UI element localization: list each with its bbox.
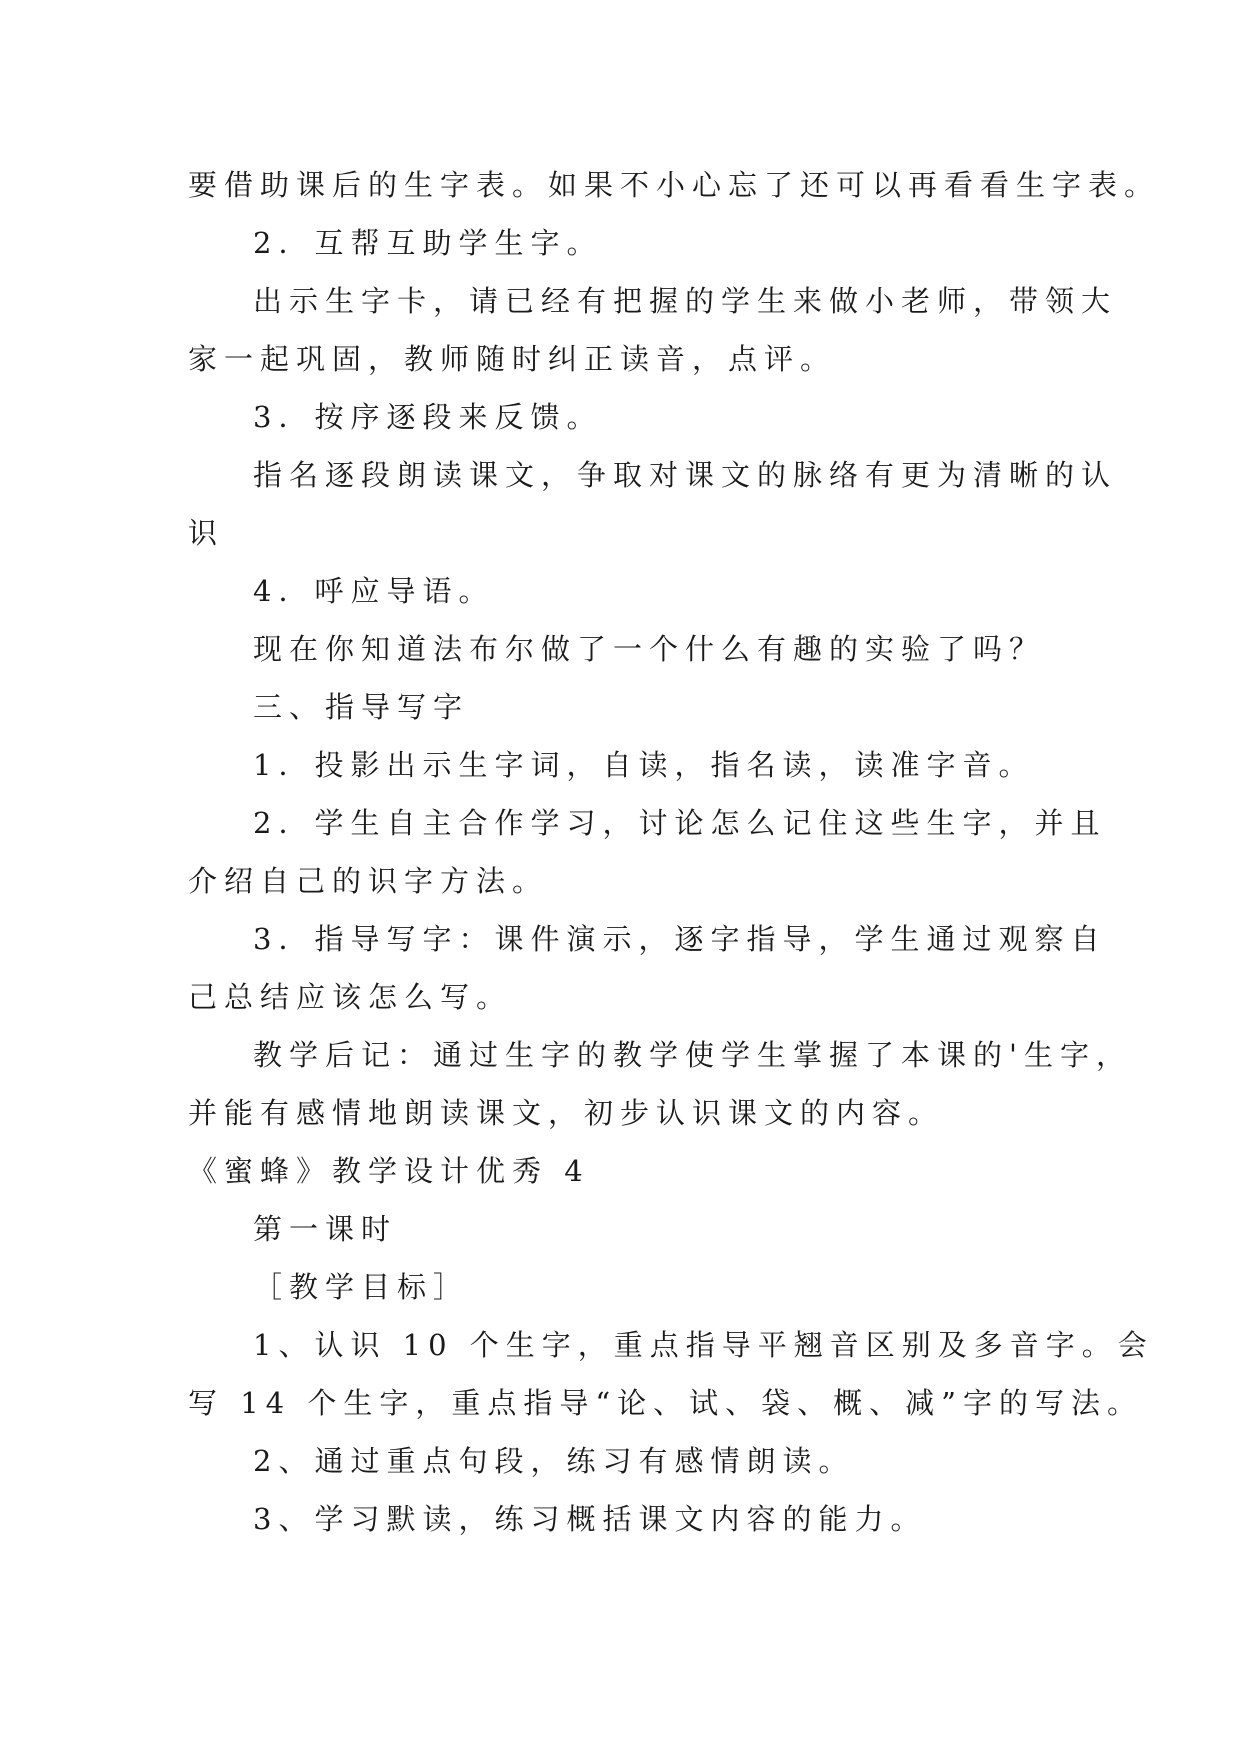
- list-item: 2．学生自主合作学习，讨论怎么记住这些生字，并且: [253, 806, 1107, 840]
- paragraph-line: 识: [188, 516, 225, 550]
- list-item-heading: 3．按序逐段来反馈。: [253, 400, 603, 434]
- paragraph-line: 介绍自己的识字方法。: [188, 864, 549, 898]
- paragraph-line: 并能有感情地朗读课文，初步认识课文的内容。: [188, 1096, 945, 1130]
- list-item-heading: 4．呼应导语。: [253, 574, 495, 608]
- paragraph-line: 教学后记：通过生字的教学使学生掌握了本课的'生字，: [253, 1038, 1132, 1072]
- paragraph-line: 己总结应该怎么写。: [188, 980, 513, 1014]
- lesson-heading: 第一课时: [253, 1212, 398, 1246]
- paragraph-line: 家一起巩固，教师随时纠正读音，点评。: [188, 342, 837, 376]
- list-item: 3．指导写字：课件演示，逐字指导，学生通过观察自: [253, 922, 1107, 956]
- list-item: 2、通过重点句段，练习有感情朗读。: [253, 1444, 855, 1478]
- list-item-heading: 2．互帮互助学生字。: [253, 226, 603, 260]
- list-item: 1、认识 10 个生字，重点指导平翘音区别及多音字。会: [253, 1328, 1154, 1362]
- objectives-heading: ［教学目标］: [253, 1270, 470, 1304]
- document-title: 《蜜蜂》教学设计优秀 4: [188, 1154, 590, 1188]
- section-heading: 三、指导写字: [253, 690, 470, 724]
- paragraph-line: 现在你知道法布尔做了一个什么有趣的实验了吗？: [253, 632, 1046, 666]
- paragraph-line: 指名逐段朗读课文，争取对课文的脉络有更为清晰的认: [253, 458, 1118, 492]
- list-item: 1．投影出示生字词，自读，指名读，读准字音。: [253, 748, 1035, 782]
- paragraph-line: 出示生字卡，请已经有把握的学生来做小老师，带领大: [253, 284, 1118, 318]
- paragraph-line: 写 14 个生字，重点指导“论、试、袋、概、减”字的写法。: [188, 1386, 1143, 1420]
- list-item: 3、学习默读，练习概括课文内容的能力。: [253, 1502, 927, 1536]
- paragraph-line: 要借助课后的生字表。如果不小心忘了还可以再看看生字表。: [188, 168, 1161, 202]
